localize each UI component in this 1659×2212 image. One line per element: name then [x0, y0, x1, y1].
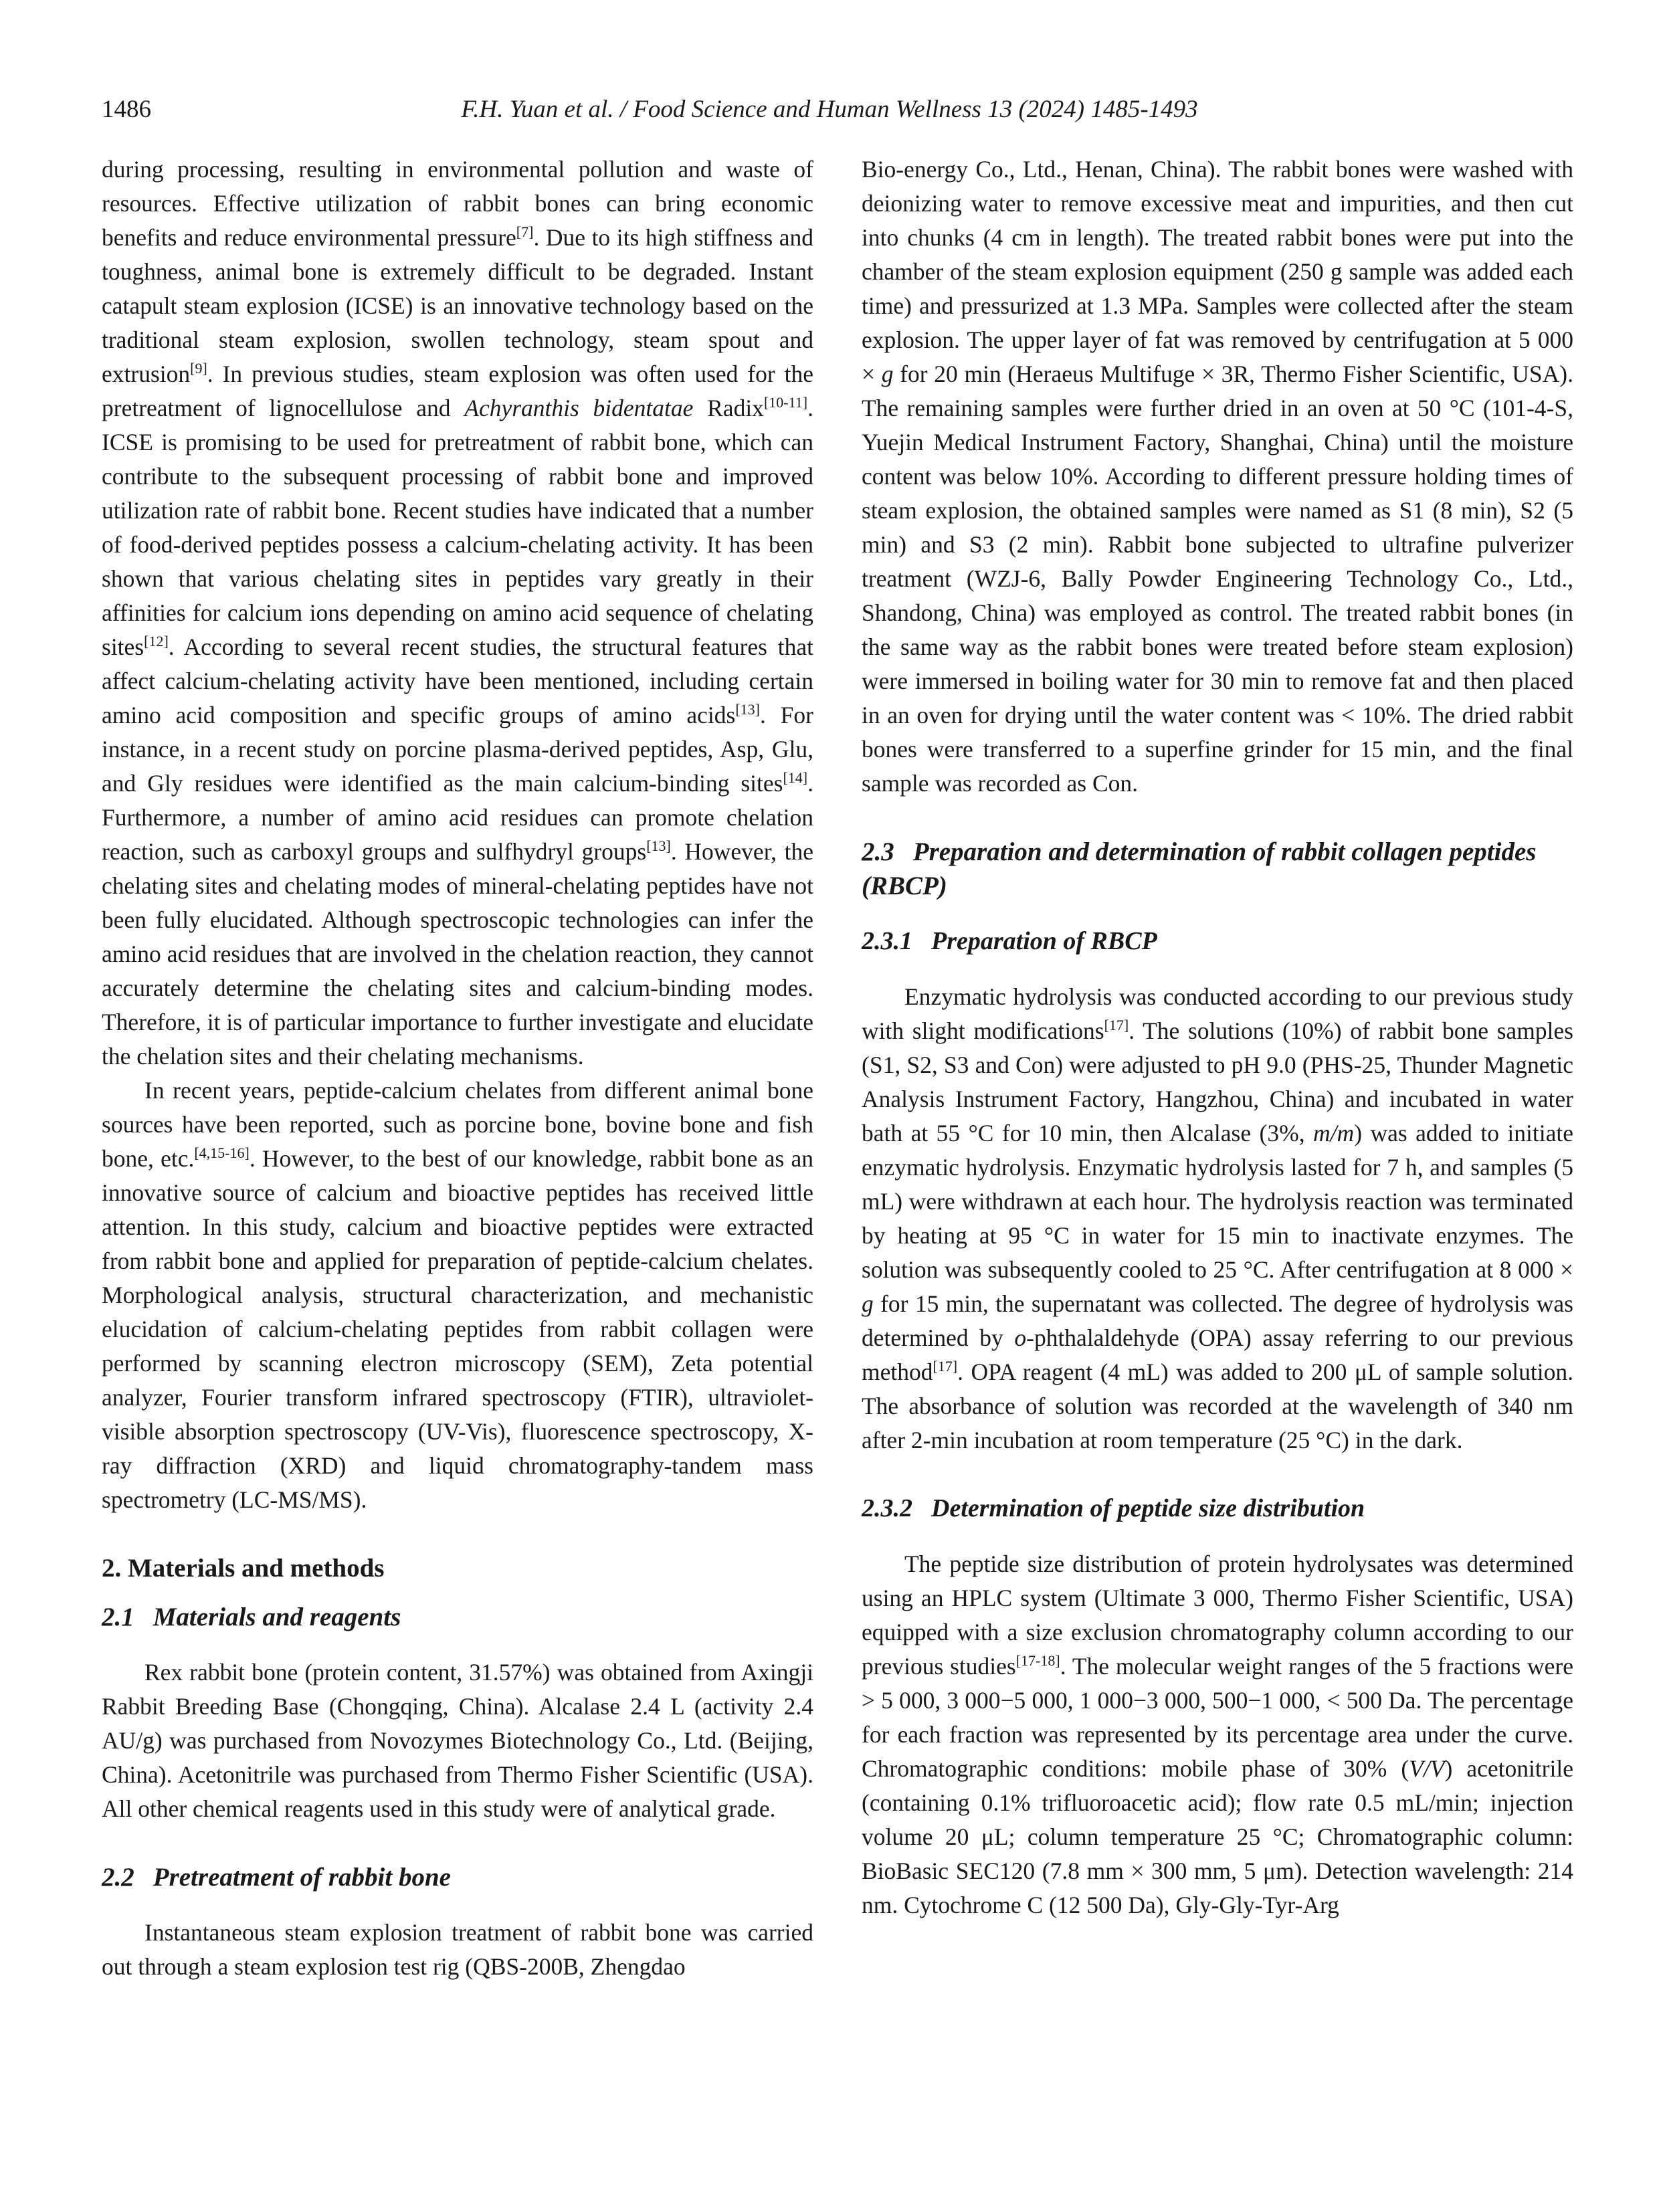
- paragraph-pretreatment: Instantaneous steam explosion treatment of rabbit bone was carried out through a steam explosion test rig (QBS-200B, Zhengdao: [102, 1919, 813, 1980]
- page-header: [102, 95, 1557, 135]
- paragraph-pretreatment-continued: Bio-energy Co., Ltd., Henan, China). The rabbit bones were washed with deionizing water to remove excessive meat and impurities, and then cut into chunks (4 cm in length). The treated rabbit bones were put into the chamber of the steam explosion equipment (250 g sample was added each time) and pressurized at 1.3 MPa. Samples were collected after the steam explosion. The upper layer of fat was removed by centrifugation at 5 000 × g for 20 min (Heraeus Multifuge × 3R, Thermo Fisher Scientific, USA). The remaining samples were further dried in an oven at 50 °C (101-4-S, Yuejin Medical Instrument Factory, Shanghai, China) until the moisture content was below 10%. According to different pressure holding times of steam explosion, the obtained samples were named as S1 (8 min), S2 (5 min) and S3 (2 min). Rabbit bone subjected to ultrafine pulverizer treatment (WZJ-6, Bally Powder Engineering Technology Co., Ltd., Shandong, China) was employed as control. The treated rabbit bones (in the same way as the rabbit bones were treated before steam explosion) were immersed in boiling water for 30 min to remove fat and then placed in an oven for drying until the water content was < 10%. The dried rabbit bones were transferred to a superfine grinder for 15 min, and the final sample was recorded as Con.: [862, 156, 1573, 797]
- paragraph-peptide-size: The peptide size distribution of protein hydrolysates was determined using an HPLC system (Ultimate 3 000, Thermo Fisher Scientific, USA) equipped with a size exclusion chromatography column according to our previous studies[17-18]. The molecular weight ranges of the 5 fractions were > 5 000, 3 000−5 000, 1 000−3 000, 500−1 000, < 500 Da. The percentage for each fraction was represented by its percentage area under the curve. Chromatographic conditions: mobile phase of 30% (V/V) acetonitrile (containing 0.1% trifluoroacetic acid); flow rate 0.5 mL/min; injection volume 20 μL; column temperature 25 °C; Chromatographic column: BioBasic SEC120 (7.8 mm × 300 mm, 5 μm). Detection wavelength: 214 nm. Cytochrome C (12 500 Da), Gly-Gly-Tyr-Arg: [862, 1550, 1573, 1918]
- citation: [14]: [783, 769, 808, 787]
- paragraph-recent-years: In recent years, peptide-calcium chelates from different animal bone sources have been reported, such as porcine bone, bovine bone and fish bone, etc.[4,15-16]. However, to the best of our knowledge, rabbit bone as an innovative source of calcium and bioactive peptides has received little attention. In this study, calcium and bioactive peptides were extracted from rabbit bone and applied for preparation of peptide-calcium chelates. Morphological analysis, structural characterization, and mechanistic elucidation of calcium-chelating peptides from rabbit collagen were performed by scanning electron microscopy (SEM), Zeta potential analyzer, Fourier transform infrared spectroscopy (FTIR), ultraviolet-visible absorption spectroscopy (UV-Vis), fluorescence spectroscopy, X-ray diffraction (XRD) and liquid chromatography-tandem mass spectrometry (LC-MS/MS).: [102, 1077, 813, 1513]
- subsection-heading-2-3: 2.3 Preparation and determination of rabbit collagen peptides (RBCP): [862, 837, 1537, 900]
- subsection-heading-2-2: 2.2 Pretreatment of rabbit bone: [102, 1863, 451, 1892]
- citation: [9]: [190, 360, 207, 377]
- citation: [12]: [144, 633, 169, 650]
- citation: [13]: [646, 837, 671, 855]
- citation: [4,15-16]: [194, 1144, 250, 1162]
- section-heading-materials-methods: 2. Materials and methods: [102, 1554, 385, 1583]
- citation: [13]: [735, 701, 760, 718]
- paragraph-enzymatic-hydrolysis: Enzymatic hydrolysis was conducted according to our previous study with slight modifications[17]. The solutions (10%) of rabbit bone samples (S1, S2, S3 and Con) were adjusted to pH 9.0 (PHS-25, Thunder Magnetic Analysis Instrument Factory, Hangzhou, China) and incubated in water bath at 55 °C for 10 min, then Alcalase (3%, m/m) was added to initiate enzymatic hydrolysis. Enzymatic hydrolysis lasted for 7 h, and samples (5 mL) were withdrawn at each hour. The hydrolysis reaction was terminated by heating at 95 °C in water for 15 min to inactivate enzymes. The solution was subsequently cooled to 25 °C. After centrifugation at 8 000 × g for 15 min, the supernatant was collected. The degree of hydrolysis was determined by o-phthalaldehyde (OPA) assay referring to our previous method[17]. OPA reagent (4 mL) was added to 200 μL of sample solution. The absorbance of solution was recorded at the wavelength of 340 nm after 2-min incubation at room temperature (25 °C) in the dark.: [862, 983, 1574, 1453]
- page-number: 1486: [102, 96, 151, 123]
- paragraph-intro-continued: during processing, resulting in environmental pollution and waste of resources. Effective utilization of rabbit bones can bring economic benefits and reduce environmental pressure[7]. Due to its high stiffness and toughness, animal bone is extremely difficult to be degraded. Instant catapult steam explosion (ICSE) is an innovative technology based on the traditional steam explosion, swollen technology, steam spout and extrusion[9]. In previous studies, steam explosion was often used for the pretreatment of lignocellulose and Achyranthis bidentatae Radix[10-11]. ICSE is promising to be used for pretreatment of rabbit bone, which can contribute to the subsequent processing of rabbit bone and improved utilization rate of rabbit bone. Recent studies have indicated that a number of food-derived peptides possess a calcium-chelating activity. It has been shown that various chelating sites in peptides vary greatly in their affinities for calcium ions depending on amino acid sequence of chelating sites[12]. According to several recent studies, the structural features that affect calcium-chelating activity have been mentioned, including certain amino acid composition and specific groups of amino acids[13]. For instance, in a recent study on porcine plasma-derived peptides, Asp, Glu, and Gly residues were identified as the main calcium-binding sites[14]. Furthermore, a number of amino acid residues can promote chelation reaction, such as carboxyl groups and sulfhydryl groups[13]. However, the chelating sites and chelating modes of mineral-chelating peptides have not been fully elucidated. Although spectroscopic technologies can infer the amino acid residues that are involved in the chelation reaction, they cannot accurately determine the chelating sites and calcium-binding modes. Therefore, it is of particular importance to further investigate and elucidate the chelation sites and their chelating mechanisms.: [102, 156, 814, 1070]
- left-column: [102, 153, 813, 1984]
- subsection-heading-2-3-2: 2.3.2 Determination of peptide size distribution: [862, 1494, 1365, 1522]
- citation: [7]: [516, 223, 534, 241]
- paragraph-materials: Rex rabbit bone (protein content, 31.57%) was obtained from Axingji Rabbit Breeding Base (Chongqing, China). Alcalase 2.4 L (activity 2.4 AU/g) was purchased from Novozymes Biotechnology Co., Ltd. (Beijing, China). Acetonitrile was purchased from Thermo Fisher Scientific (USA). All other chemical reagents used in this study were of analytical grade.: [102, 1659, 813, 1822]
- subsection-heading-2-3-1: 2.3.1 Preparation of RBCP: [862, 927, 1157, 955]
- citation: [17]: [933, 1358, 958, 1375]
- citation: [17]: [1104, 1017, 1129, 1034]
- citation: [17-18]: [1015, 1652, 1060, 1670]
- right-column: [862, 153, 1573, 1922]
- running-head: F.H. Yuan et al. / Food Science and Human Wellness 13 (2024) 1485-1493: [461, 96, 1198, 123]
- citation: [10-11]: [763, 394, 808, 411]
- subsection-heading-2-1: 2.1 Materials and reagents: [102, 1603, 401, 1631]
